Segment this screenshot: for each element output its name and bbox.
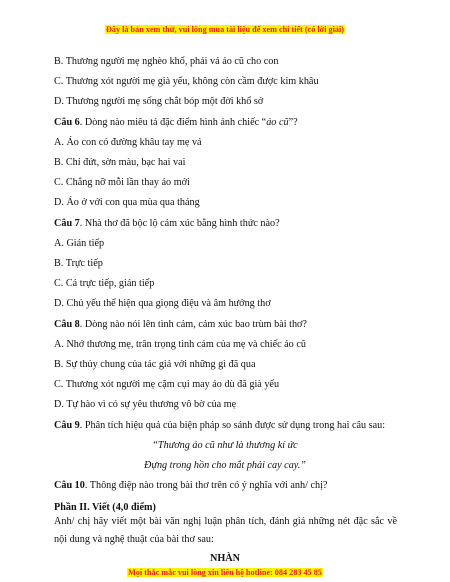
question-7 [54,217,280,230]
question-8-text: . Dòng nào nói lên tình cảm, cảm xúc bao trùm bài thơ? [79,318,307,330]
question-10-text: . Thông điệp nào trong bài thơ trên có ý nghĩa với anh/ chị? [84,480,328,492]
q8-option-d: D. Tự hào vì có sự yêu thương vô bờ của mẹ [54,399,237,411]
q5-option-d: D. Thương người mẹ sống chắt bóp một đời khổ sở [54,96,264,108]
poem-title-text: NHÀN [210,553,240,564]
q5-option-b: B. Thương người mẹ nghèo khổ, phải vá áo cũ cho con [54,56,279,67]
q8-option-b: B. Sự thủy chung của tác giả với những gì đã qua [54,359,256,370]
question-7-text: . Nhà thơ đã bộc lộ cảm xúc bằng hình thức nào? [79,217,280,229]
q6-option-a: A. Áo con có đường khâu tay mẹ vá [54,136,202,148]
question-6 [54,116,298,129]
part-2-heading-text: Phần II. Viết (4,0 điểm) [54,502,156,513]
question-6-number: Câu 6 [54,116,80,128]
q8-option-a: A. Nhớ thương mẹ, trân trọng tình cảm của mẹ và chiếc áo cũ [54,338,306,350]
q6-option-c: C. Chẳng nỡ mỗi lần thay áo mới [54,177,190,189]
question-8 [54,318,307,331]
question-10-line [54,479,327,492]
q7-option-a: A. Gián tiếp [54,237,105,249]
q9-verse-line-2: Đựng trong hồn cho mắt phải cay cay.” [144,460,306,471]
q6-option-d: D. Áo ở với con qua mùa qua tháng [54,197,200,209]
q7-option-c: C. Cả trực tiếp, gián tiếp [54,278,155,290]
part-2-prompt: Anh/ chị hãy viết một bài văn nghị luận phân tích, đánh giá những nét đặc sắc về nội dung và nghệ thuật của bài thơ sau: [54,516,397,545]
question-6-quote: áo cũ [266,116,289,128]
question-6-text: . Dòng nào miêu tả đặc điểm hình ảnh chiếc “ [79,116,267,128]
q6-option-b: B. Chỉ đứt, sờn màu, bạc hai vai [54,157,186,168]
question-9 [54,419,385,432]
header-notice: Đây là bản xem thử, vui lòng mua tài liệu để xem chi tiết (có lời giải) [105,25,344,34]
q7-option-d: D. Chủ yếu thể hiện qua giọng điệu và âm hưởng thơ [54,298,271,310]
question-9-text: . Phân tích hiệu quả của biện pháp so sánh được sử dụng trong hai câu sau: [79,419,386,431]
footer-notice: Mọi thắc mắc vui lòng xin liên hệ hotline: 084 283 45 85 [128,568,322,577]
q7-option-b: B. Trực tiếp [54,258,103,269]
q5-option-c: C. Thương xót người mẹ già yếu, không còn cầm được kim khâu [54,76,319,88]
question-6-tail: ”? [288,116,298,128]
question-7-number: Câu 7 [54,217,80,229]
q9-verse-line-1: “Thương áo cũ như là thương kí ức [152,439,298,451]
poem-title [0,552,450,565]
question-9-number: Câu 9 [54,419,80,431]
q8-option-c: C. Thương xót người mẹ cặm cụi may áo dù đã già yếu [54,379,280,391]
question-8-number: Câu 8 [54,318,80,330]
question-10-number: Câu 10 [54,480,85,492]
